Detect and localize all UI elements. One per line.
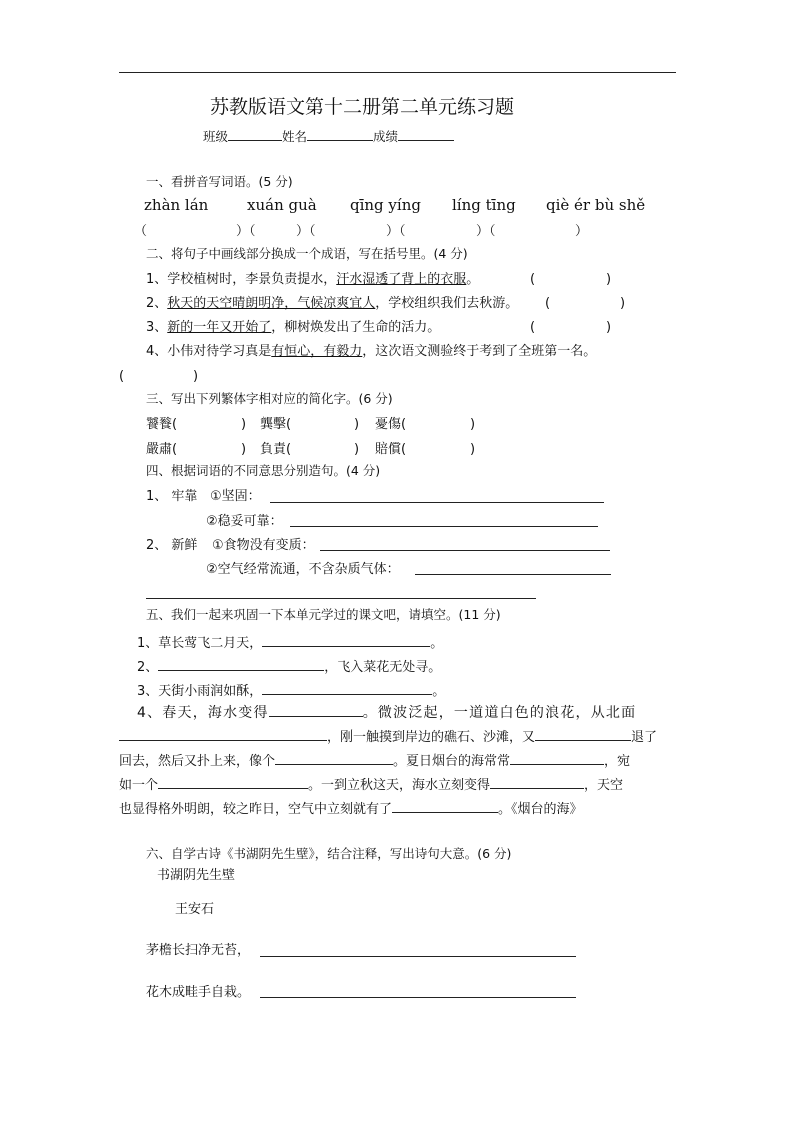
s5-l1-text: 1、草长莺飞二月天， <box>137 636 263 651</box>
poem-line2: 花木成畦手自栽。 <box>146 985 251 1000</box>
poem-line2-answer[interactable] <box>260 997 576 998</box>
s2-l1-close: ) <box>606 272 612 287</box>
name-blank[interactable] <box>307 128 373 141</box>
s3-r2-c: 賠償( <box>375 442 407 457</box>
pinyin-5: qiè ér bù shě <box>546 196 646 214</box>
bracket-6: ） <box>575 224 589 239</box>
s3-r2-a-close: ) <box>241 442 247 457</box>
s3-r1-b: 龔擊( <box>260 417 292 432</box>
s2-l2-close: ) <box>620 296 626 311</box>
s5-l3-blank[interactable] <box>262 682 432 695</box>
s5-p4-c: ，刚一触摸到岸边的礁石、沙滩，又 <box>327 730 536 745</box>
s3-r1-a: 饕餮( <box>146 417 178 432</box>
s5-p4-j: ，天空 <box>584 778 624 793</box>
s5-p4-k: 也显得格外明朗，较之昨日，空气中立刻就有了 <box>119 802 393 817</box>
s5-p4-row1 <box>137 704 636 720</box>
s3-r1-a-close: ) <box>241 417 247 432</box>
s5-l2-pre: 2、 <box>137 660 159 675</box>
s3-r1-c: 憂傷( <box>375 417 407 432</box>
s4-word1: 1、 牢靠 <box>146 489 198 504</box>
s2-l3-close: ) <box>606 320 612 335</box>
class-blank[interactable] <box>228 128 282 141</box>
pinyin-4: líng tīng <box>452 196 516 214</box>
poem-author: 王安石 <box>175 902 215 917</box>
s2-l4-underlined: 有恒心，有毅力 <box>271 344 363 359</box>
section3-heading: 三、写出下列繁体字相对应的简化字。(6 分) <box>146 391 393 406</box>
s5-p4-row5 <box>119 800 583 816</box>
s4-w2-meaning2: ②空气经常流通，不含杂质气体： <box>206 562 400 577</box>
s5-p4-blank8[interactable] <box>392 800 498 813</box>
s5-l1-end: 。 <box>430 636 444 651</box>
s5-p4-a: 4、春天，海水变得 <box>137 705 269 721</box>
s5-p4-row2 <box>119 728 657 744</box>
s2-l1-pre: 1、学校植树时，李景负责提水， <box>146 272 337 287</box>
s2-l3-pre: 3、 <box>146 320 168 335</box>
s5-l2-text: ，飞入菜花无处寻。 <box>324 660 442 675</box>
s3-r1-c-close: ) <box>470 417 476 432</box>
page-title: 苏教版语文第十二册第二单元练习题 <box>210 96 515 118</box>
bracket-2: ）（ <box>236 224 256 239</box>
s5-p4-b: 。微波泛起，一道道白色的浪花，从北面 <box>362 705 637 721</box>
name-label: 姓名 <box>282 129 308 144</box>
s4-w2-m2-line[interactable] <box>415 574 611 575</box>
s2-line1 <box>146 273 479 286</box>
s5-p4-blank6[interactable] <box>158 776 308 789</box>
s2-l2-open: ( <box>545 296 551 311</box>
poem-title: 书湖阴先生壁 <box>157 868 236 883</box>
s5-p4-row4 <box>119 776 623 792</box>
s5-p4-e: 回去，然后又扑上来，像个 <box>119 754 276 769</box>
s5-line3 <box>137 682 445 698</box>
s5-l3-text: 3、天街小雨润如酥， <box>137 684 263 699</box>
s2-l4-close: ) <box>193 369 199 384</box>
s5-l2-blank[interactable] <box>158 658 324 671</box>
s5-p4-d: 退了 <box>631 730 658 745</box>
poem-line1-answer[interactable] <box>260 956 576 957</box>
s4-extra-line[interactable] <box>146 598 536 599</box>
s5-p4-g: ，宛 <box>604 754 631 769</box>
header-fields <box>203 128 454 144</box>
s5-p4-l: 。《烟台的海》 <box>498 802 583 817</box>
s5-p4-blank4[interactable] <box>275 752 393 765</box>
s4-w1-m2-line[interactable] <box>290 526 598 527</box>
s5-p4-h: 如一个 <box>119 778 159 793</box>
s3-r2-a: 嚴肅( <box>146 442 178 457</box>
s3-r2-b-close: ) <box>354 442 360 457</box>
s2-l4-post: ，这次语文测验终于考到了全班第一名。 <box>362 344 597 359</box>
section1-heading: 一、看拼音写词语。(5 分) <box>146 174 293 189</box>
section6-heading: 六、自学古诗《书湖阴先生壁》，结合注释，写出诗句大意。(6 分) <box>146 846 512 861</box>
pinyin-3: qīng yíng <box>350 196 421 214</box>
section5-heading: 五、我们一起来巩固一下本单元学过的课文吧，请填空。(11 分) <box>146 607 501 622</box>
s5-line1 <box>137 634 443 650</box>
s2-l3-underlined: 新的一年又开始了 <box>167 320 272 335</box>
bracket-5: ）（ <box>476 224 496 239</box>
s2-l1-underlined: 汗水湿透了背上的衣服 <box>336 272 467 287</box>
s4-w2-meaning1: ①食物没有变质： <box>212 538 315 553</box>
s4-w1-meaning1: ①坚固： <box>210 489 261 504</box>
section2-heading: 二、将句子中画线部分换成一个成语，写在括号里。(4 分) <box>146 246 468 261</box>
score-blank[interactable] <box>398 128 454 141</box>
s2-l1-post: 。 <box>466 272 480 287</box>
s4-w1-meaning2: ②稳妥可靠： <box>206 514 283 529</box>
pinyin-2: xuán guà <box>247 196 317 214</box>
score-label: 成绩 <box>373 129 399 144</box>
s4-w2-m1-line[interactable] <box>320 550 610 551</box>
bracket-1: （ <box>134 224 148 239</box>
s5-l3-end: 。 <box>432 684 446 699</box>
s2-l2-underlined: 秋天的天空晴朗明净，气候凉爽宜人 <box>167 296 376 311</box>
s2-line3 <box>146 321 440 334</box>
s5-p4-blank2[interactable] <box>119 728 327 741</box>
s5-p4-row3 <box>119 752 630 768</box>
s3-r1-b-close: ) <box>354 417 360 432</box>
s5-p4-blank1[interactable] <box>269 704 363 717</box>
s5-l1-blank[interactable] <box>262 634 430 647</box>
section4-heading: 四、根据词语的不同意思分别造句。(4 分) <box>146 463 381 478</box>
s2-l1-open: ( <box>530 272 536 287</box>
s3-r2-b: 負責( <box>260 442 292 457</box>
s2-l2-post: ，学校组织我们去秋游。 <box>375 296 519 311</box>
s2-l2-pre: 2、 <box>146 296 168 311</box>
s5-p4-i: 。一到立秋这天，海水立刻变得 <box>308 778 491 793</box>
class-label: 班级 <box>203 129 229 144</box>
s2-l4-open: ( <box>119 369 125 384</box>
top-rule <box>119 72 676 73</box>
s4-w1-m1-line[interactable] <box>270 502 604 503</box>
s5-p4-blank5[interactable] <box>510 752 604 765</box>
s5-p4-blank3[interactable] <box>535 728 631 741</box>
bracket-4: ）（ <box>386 224 406 239</box>
s2-l3-open: ( <box>530 320 536 335</box>
s2-line4 <box>146 345 596 358</box>
bracket-3: ）（ <box>296 224 316 239</box>
s5-line2 <box>137 658 441 674</box>
s2-line2 <box>146 297 518 310</box>
s5-p4-blank7[interactable] <box>490 776 584 789</box>
s2-l3-post: ，柳树焕发出了生命的活力。 <box>271 320 441 335</box>
pinyin-1: zhàn lán <box>144 196 209 214</box>
s5-p4-f: 。夏日烟台的海常常 <box>393 754 511 769</box>
poem-line1: 茅檐长扫净无苔， <box>146 943 251 958</box>
s4-word2: 2、 新鲜 <box>146 538 198 553</box>
s2-l4-pre: 4、小伟对待学习真是 <box>146 344 272 359</box>
s3-r2-c-close: ) <box>470 442 476 457</box>
